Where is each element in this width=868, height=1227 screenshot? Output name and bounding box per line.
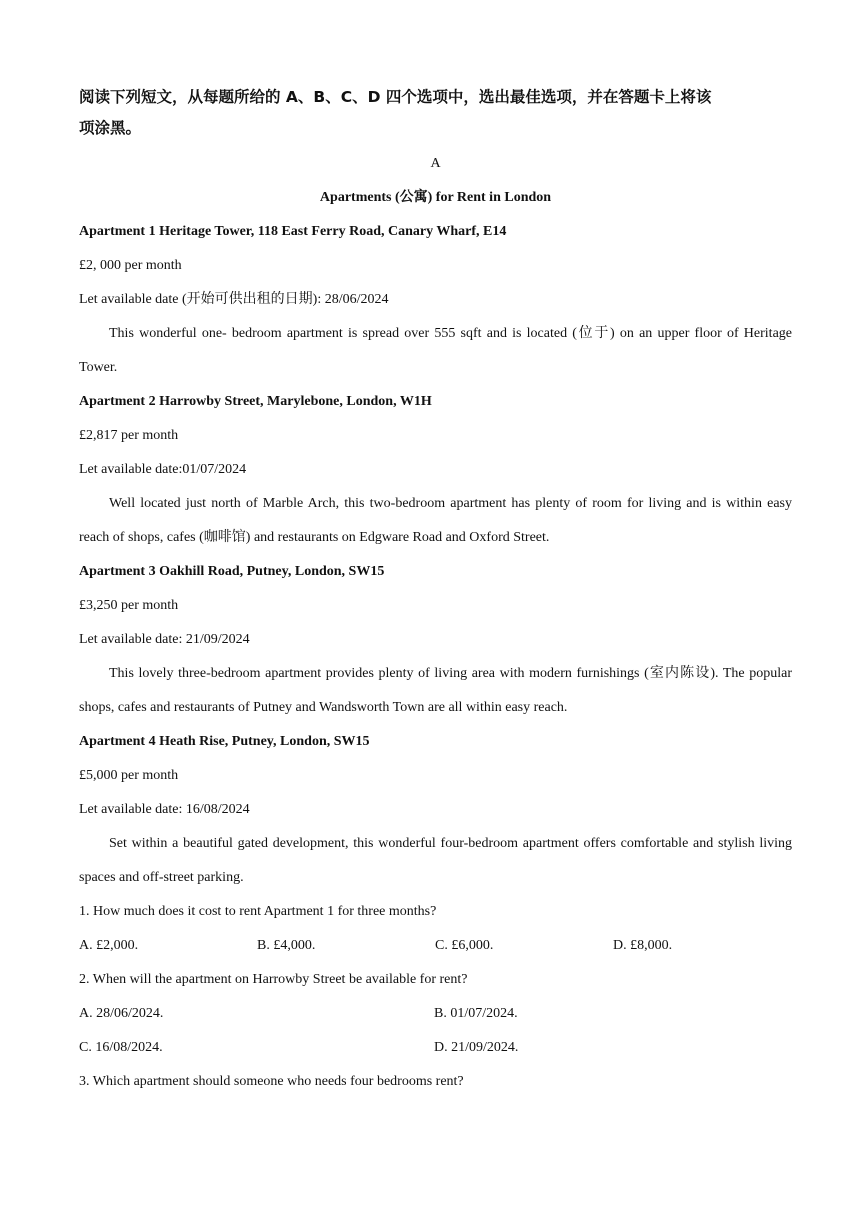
apartment-1-heading: Apartment 1 Heritage Tower, 118 East Ferry Road, Canary Wharf, E14 — [79, 224, 507, 239]
question-1-option-b: B. £4,000. — [257, 938, 316, 953]
question-1-option-a: A. £2,000. — [79, 938, 139, 953]
question-3: 3. Which apartment should someone who needs four bedrooms rent? — [79, 1074, 464, 1089]
question-2-option-b: B. 01/07/2024. — [434, 1006, 518, 1021]
apartment-3-description: This lovely three-bedroom apartment provides plenty of living area with modern furnishings (室内陈设). The popular shops, cafes and restaurants of Putney and Wandsworth Town are all within easy reach. — [79, 666, 792, 715]
instructions — [79, 82, 792, 144]
question-1-option-c: C. £6,000. — [435, 938, 494, 953]
question-2-option-c: C. 16/08/2024. — [79, 1040, 163, 1055]
question-2-options-row-2 — [79, 1031, 792, 1065]
apartment-4-price: £5,000 per month — [79, 768, 179, 783]
question-1: 1. How much does it cost to rent Apartment 1 for three months? — [79, 904, 437, 919]
apartment-3-heading: Apartment 3 Oakhill Road, Putney, London, SW15 — [79, 564, 385, 579]
apartment-1-date: Let available date (开始可供出租的日期): 28/06/2024 — [79, 292, 389, 307]
document-page — [79, 82, 792, 1099]
apartment-4-heading: Apartment 4 Heath Rise, Putney, London, SW15 — [79, 734, 370, 749]
question-1-options — [79, 929, 792, 963]
apartment-4-date: Let available date: 16/08/2024 — [79, 802, 250, 817]
instructions-line-1: 阅读下列短文，从每题所给的 A、B、C、D 四个选项中，选出最佳选项，并在答题卡上将该 — [79, 88, 712, 106]
apartment-3-price: £3,250 per month — [79, 598, 179, 613]
apartment-2-price: £2,817 per month — [79, 428, 179, 443]
question-2-options-row-1 — [79, 997, 792, 1031]
question-1-option-d: D. £8,000. — [613, 938, 673, 953]
section-letter: A — [430, 156, 441, 171]
apartment-3-date: Let available date: 21/09/2024 — [79, 632, 250, 647]
question-2-option-a: A. 28/06/2024. — [79, 1006, 164, 1021]
apartment-2-date: Let available date:01/07/2024 — [79, 462, 247, 477]
apartment-4-description: Set within a beautiful gated development, this wonderful four-bedroom apartment offers comfortable and stylish living spaces and off-street parking. — [79, 836, 792, 885]
question-2: 2. When will the apartment on Harrowby Street be available for rent? — [79, 972, 468, 987]
passage-title: Apartments (公寓) for Rent in London — [319, 190, 552, 205]
question-2-option-d: D. 21/09/2024. — [434, 1040, 519, 1055]
apartment-1-description: This wonderful one- bedroom apartment is spread over 555 sqft and is located (位于) on an upper floor of Heritage Tower. — [79, 326, 792, 375]
apartment-1-price: £2, 000 per month — [79, 258, 182, 273]
apartment-2-description: Well located just north of Marble Arch, this two-bedroom apartment has plenty of room for living and is within easy reach of shops, cafes (咖啡馆) and restaurants on Edgware Road and Oxford Street. — [79, 496, 792, 545]
instructions-line-2: 项涂黑。 — [79, 119, 142, 137]
apartment-2-heading: Apartment 2 Harrowby Street, Marylebone, London, W1H — [79, 394, 432, 409]
